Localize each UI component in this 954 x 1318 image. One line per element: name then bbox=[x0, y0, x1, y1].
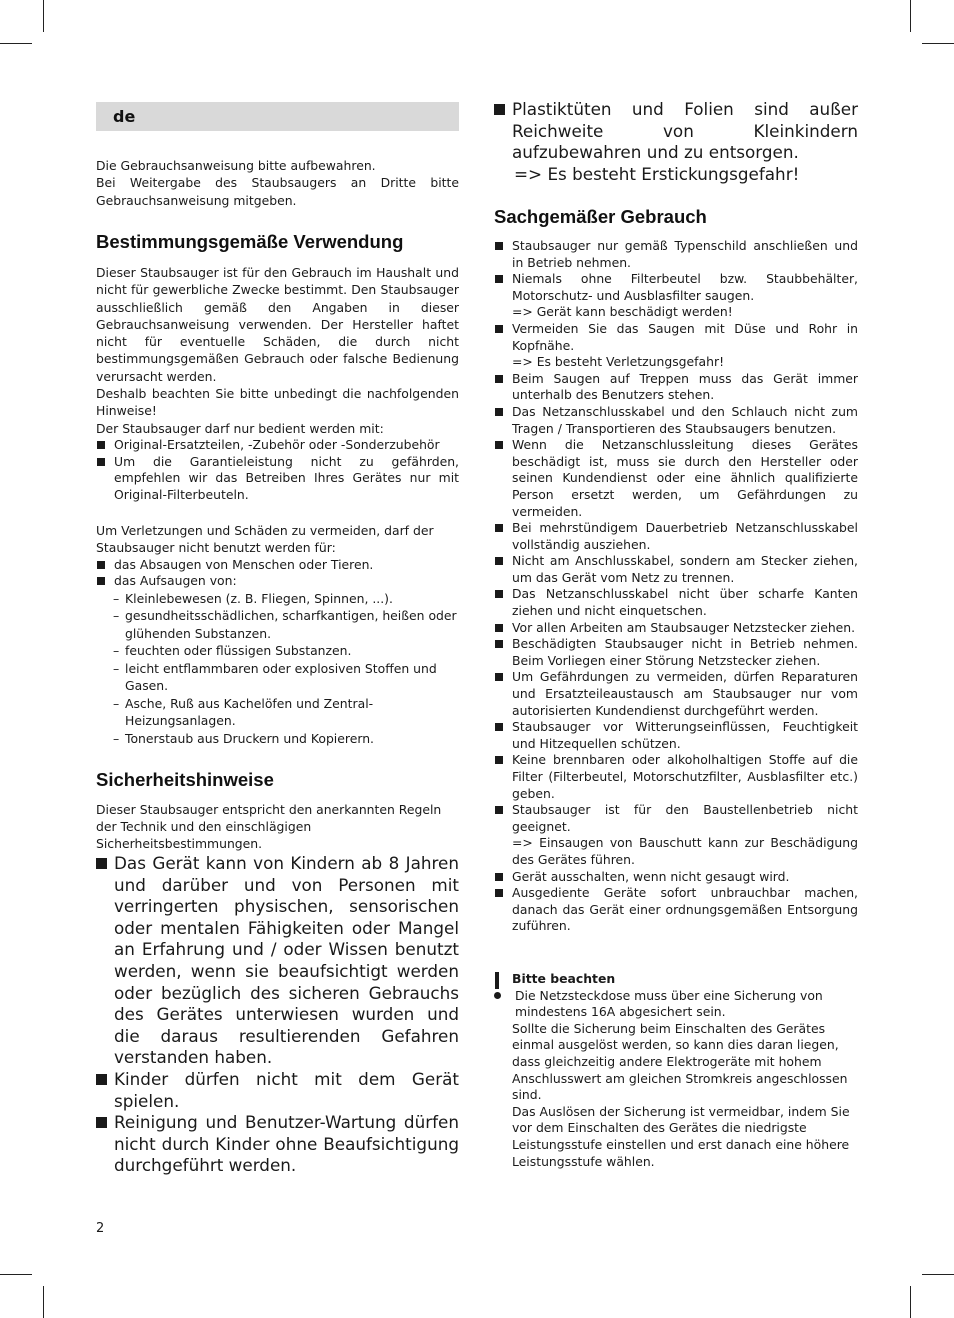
note-heading: Bitte beachten bbox=[512, 971, 616, 986]
list-item: Gerät ausschalten, wenn nicht gesaugt wird. bbox=[494, 869, 858, 886]
list-item bbox=[96, 573, 459, 590]
list-item: das Absaugen von Menschen oder Tieren. bbox=[96, 557, 459, 574]
language-tab: de bbox=[96, 102, 459, 131]
list-item: Reinigung und Benutzer-Wartung dürfen nicht durch Kinder ohne Beaufsichtigung durchgeführt werden. bbox=[96, 1112, 459, 1177]
page-number: 2 bbox=[96, 1221, 105, 1236]
crop-mark bbox=[922, 1274, 954, 1275]
plastic-bag-warning bbox=[494, 99, 858, 185]
list-item: – leicht entflammbaren oder explosiven Stoffen und Gasen. bbox=[107, 660, 459, 695]
list-item-note: => Einsaugen von Bauschutt kann zur Beschädigung des Gerätes führen. bbox=[512, 835, 858, 867]
exclamation-bar bbox=[495, 972, 499, 989]
list-item: – Tonerstaub aus Druckern und Kopierern. bbox=[107, 730, 459, 748]
accessory-list bbox=[96, 437, 459, 503]
intro-text bbox=[96, 157, 459, 209]
section-heading-proper-use: Sachgemäßer Gebrauch bbox=[494, 206, 707, 227]
list-item: Beschädigten Staubsauger nicht in Betrieb nehmen. Beim Vorliegen einer Störung Netzstecker ziehen. bbox=[494, 636, 858, 669]
list-item: Um Gefährdungen zu vermeiden, dürfen Reparaturen und Ersatzteileaustausch am Staubsauger nur vom autorisierten Kundendienst durchgeführt werden. bbox=[494, 669, 858, 719]
list-item: Das Netzanschlusskabel und den Schlauch nicht zum Tragen / Transportieren des Staubsaugers benutzen. bbox=[494, 404, 858, 437]
list-item-text: Niemals ohne Filterbeutel bzw. Staubbehälter, Motorschutz- und Ausblasfilter saugen. bbox=[512, 271, 858, 303]
list-item: Keine brennbaren oder alkoholhaltigen Stoffe auf die Filter (Filterbeutel, Motorschutzfilter, Ausblasfilter etc.) geben. bbox=[494, 752, 858, 802]
intended-use-para-1: Dieser Staubsauger ist für den Gebrauch im Haushalt und nicht für gewerbliche Zwecke bestimmt. Den Staubsauger ausschließlich gemäß den Angaben in dieser Gebrauchsanweisung verwenden. Der Hersteller haftet nicht für eventuelle Schäden, die durch nicht bestimmungsgemäßen Gebrauch oder falsche Bedienung verursacht werden. bbox=[96, 265, 459, 384]
list-item: Das Netzanschlusskabel nicht über scharfe Kanten ziehen und nicht einquetschen. bbox=[494, 586, 858, 619]
crop-mark bbox=[922, 43, 954, 44]
list-item: Nicht am Anschlusskabel, sondern am Stecker ziehen, um das Gerät vom Netz zu trennen. bbox=[494, 553, 858, 586]
list-item: Bei mehrstündigem Dauerbetrieb Netzanschlusskabel vollständig ausziehen. bbox=[494, 520, 858, 553]
section-heading-safety: Sicherheitshinweise bbox=[96, 769, 274, 790]
substance-list bbox=[96, 590, 459, 748]
list-item bbox=[494, 99, 858, 185]
crop-mark bbox=[43, 1286, 44, 1318]
list-item: – Kleinlebewesen (z. B. Fliegen, Spinnen, ...). bbox=[107, 590, 459, 608]
list-item: Original-Ersatzteilen, -Zubehör oder -Sonderzubehör bbox=[96, 437, 459, 454]
exclamation-dot bbox=[494, 992, 501, 999]
list-item: – gesundheitsschädlichen, scharfkantigen, heißen oder glühenden Substanzen. bbox=[107, 607, 459, 642]
list-item-text: Plastiktüten und Folien sind außer Reichweite von Kleinkindern aufzubewahren und zu entsorgen. bbox=[512, 99, 858, 163]
misuse-list bbox=[96, 557, 459, 590]
list-item bbox=[494, 271, 858, 321]
list-item: Um die Garantieleistung nicht zu gefährden, empfehlen wir das Betreiben Ihres Gerätes nur mit Original-Filterbeuteln. bbox=[96, 454, 459, 504]
note-para-3: Das Auslösen der Sicherung ist vermeidbar, indem Sie vor dem Einschalten des Gerätes die niedrigste Leistungsstufe einstellen und erst danach eine höhere Leistungsstufe wählen. bbox=[512, 1103, 850, 1169]
list-item bbox=[494, 802, 858, 868]
intended-use-para-2: Deshalb beachten Sie bitte unbedingt die nachfolgenden Hinweise! bbox=[96, 386, 459, 419]
list-item: – feuchten oder flüssigen Substanzen. bbox=[107, 642, 459, 660]
list-item-text: Staubsauger ist für den Baustellenbetrieb nicht geeignet. bbox=[512, 802, 858, 834]
safety-intro: Dieser Staubsauger entspricht den anerkannten Regeln der Technik und den einschlägigen Sicherheitsbestimmungen. bbox=[96, 802, 442, 851]
list-item: Staubsauger vor Witterungseinflüssen, Feuchtigkeit und Hitzequellen schützen. bbox=[494, 719, 858, 752]
suffocation-warning: => Es besteht Erstickungsgefahr! bbox=[514, 163, 800, 184]
crop-mark bbox=[910, 0, 911, 32]
crop-mark bbox=[0, 1274, 32, 1275]
intro-line-2: Bei Weitergabe des Staubsaugers an Dritte bitte Gebrauchsanweisung mitgeben. bbox=[96, 175, 459, 208]
crop-mark bbox=[0, 43, 32, 44]
list-item: Wenn die Netzanschlussleitung dieses Gerätes beschädigt ist, muss sie durch den Hersteller oder seinen Kundendienst oder eine ähnlich qualifizierte Person ersetzt werden, um Gefährdungen zu vermeiden. bbox=[494, 437, 858, 520]
intended-use-para-3: Der Staubsauger darf nur bedient werden mit: bbox=[96, 420, 384, 436]
section-heading-intended-use: Bestimmungsgemäße Verwendung bbox=[96, 231, 404, 252]
misuse-intro: Um Verletzungen und Schäden zu vermeiden, darf der Staubsauger nicht benutzt werden für: bbox=[96, 523, 434, 556]
list-item: – Asche, Ruß aus Kachelöfen und Zentral-Heizungsanlagen. bbox=[107, 695, 459, 730]
intro-line-1: Die Gebrauchsanweisung bitte aufbewahren. bbox=[96, 158, 376, 173]
misuse-body bbox=[96, 522, 459, 747]
crop-mark bbox=[43, 0, 44, 32]
safety-list bbox=[96, 853, 459, 1177]
list-item: Kinder dürfen nicht mit dem Gerät spielen. bbox=[96, 1069, 459, 1112]
proper-use-list bbox=[494, 238, 858, 935]
note-para-2: Sollte die Sicherung beim Einschalten des Gerätes einmal ausgelöst werden, so kann dies daran liegen, dass gleichzeitig andere Elektrogeräte mit hohem Anschlusswert am gleichen Stromkreis angeschlossen sind. bbox=[512, 1020, 848, 1103]
note-line-1: Die Netzsteckdose muss über eine Sicherung von mindestens 16A abgesichert sein. bbox=[515, 987, 823, 1020]
list-item: Beim Saugen auf Treppen muss das Gerät immer unterhalb des Benutzers stehen. bbox=[494, 371, 858, 404]
note-block bbox=[512, 971, 858, 1170]
list-item-text: das Aufsaugen von: bbox=[114, 573, 237, 589]
list-item: Staubsauger nur gemäß Typenschild anschließen und in Betrieb nehmen. bbox=[494, 238, 858, 271]
list-item: Vor allen Arbeiten am Staubsauger Netzstecker ziehen. bbox=[494, 620, 858, 637]
list-item-text: Vermeiden Sie das Saugen mit Düse und Rohr in Kopfnähe. bbox=[512, 320, 858, 353]
list-item: Das Gerät kann von Kindern ab 8 Jahren und darüber und von Personen mit verringerten physischen, sensorischen oder mentalen Fähigkeiten oder Mangel an Erfahrung und / oder Wissen benutzt werden, wenn sie beaufsichtigt werden oder bezüglich des sicheren Gebrauchs des Gerätes unterwiesen wurden und die daraus resultierenden Gefahren verstanden haben. bbox=[96, 853, 459, 1069]
list-item-note: => Es besteht Verletzungsgefahr! bbox=[512, 354, 725, 370]
intended-use-body bbox=[96, 264, 459, 503]
crop-mark bbox=[910, 1286, 911, 1318]
list-item: Ausgediente Geräte sofort unbrauchbar machen, danach das Gerät einer ordnungsgemäßen Entsorgung zuführen. bbox=[494, 885, 858, 935]
list-item-note: => Gerät kann beschädigt werden! bbox=[512, 304, 733, 320]
list-item bbox=[494, 321, 858, 371]
